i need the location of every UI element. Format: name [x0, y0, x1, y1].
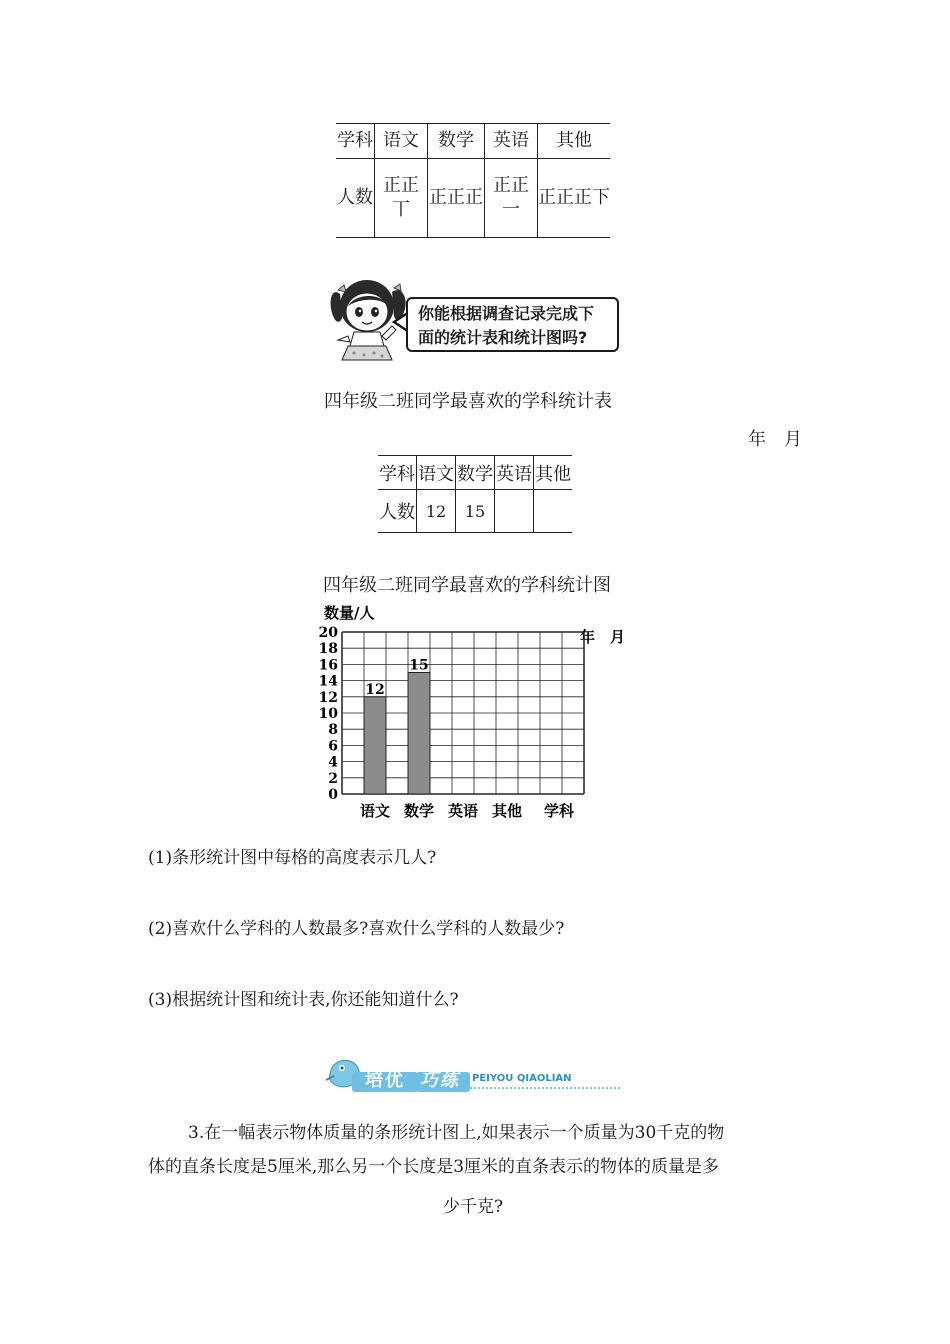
y-tick-label: 2	[328, 770, 338, 787]
problem-3-line-3: 少千克?	[443, 1197, 504, 1217]
tally-header-other: 其他	[538, 124, 611, 159]
y-tick-label: 6	[328, 738, 338, 755]
chart-date: 年 月	[580, 628, 626, 646]
tally-line: 正正正	[429, 187, 483, 208]
x-tick-label: 英语	[447, 802, 479, 820]
banner-title: 培优	[365, 1070, 405, 1091]
summary-header-subject: 学科	[378, 456, 417, 490]
summary-row-label: 人数	[378, 490, 417, 533]
speech-line-1: 你能根据调查记录完成下	[418, 304, 595, 323]
bar-chart	[300, 598, 650, 830]
y-tick-label: 16	[318, 657, 338, 674]
summary-value-math: 15	[456, 490, 495, 533]
bar-data-label: 12	[365, 681, 385, 698]
tally-header-subject: 学科	[336, 124, 375, 159]
question-2: (2)喜欢什么学科的人数最多?喜欢什么学科的人数最少?	[148, 919, 565, 939]
speech-line-2: 面的统计表和统计图吗?	[418, 328, 588, 347]
y-tick-label: 0	[328, 787, 338, 803]
y-tick-label: 20	[318, 625, 338, 641]
tally-line: 下	[592, 187, 610, 208]
bar	[364, 697, 386, 794]
summary-header-english: 英语	[495, 456, 534, 490]
summary-table-date: 年 月	[748, 429, 802, 450]
banner-title-2: 巧练	[420, 1070, 460, 1091]
summary-table-title: 四年级二班同学最喜欢的学科统计表	[324, 391, 612, 412]
summary-value-english	[495, 490, 534, 533]
tally-table	[336, 123, 610, 238]
y-tick-label: 12	[318, 689, 338, 706]
tally-line: 正正正	[538, 187, 592, 208]
x-tick-label: 其他	[491, 802, 523, 820]
y-tick-label: 18	[318, 641, 338, 658]
y-axis-label: 数量/人	[324, 604, 375, 622]
tally-cell-other	[538, 159, 611, 238]
problem-3-line-1: 3.在一幅表示物体质量的条形统计图上,如果表示一个质量为30千克的物	[188, 1123, 725, 1143]
y-tick-label: 14	[318, 673, 338, 690]
tally-line: 正正	[383, 175, 419, 196]
tally-cell-math	[428, 159, 485, 238]
bar-data-label: 15	[409, 657, 429, 674]
summary-value-other	[534, 490, 573, 533]
speech-bubble	[406, 297, 619, 352]
y-tick-label: 4	[328, 754, 338, 771]
x-axis-label: 学科	[543, 802, 575, 820]
tally-line: 正正	[493, 175, 529, 196]
summary-table	[378, 455, 572, 533]
problem-3-line-2: 体的直条长度是5厘米,那么另一个长度是3厘米的直条表示的物体的质量是多	[148, 1157, 720, 1177]
tally-row-label: 人数	[336, 159, 375, 238]
tally-header-math: 数学	[428, 124, 485, 159]
tally-cell-english	[485, 159, 538, 238]
tally-header-chinese: 语文	[375, 124, 428, 159]
y-tick-label: 8	[328, 722, 338, 739]
question-3: (3)根据统计图和统计表,你还能知道什么?	[148, 990, 459, 1010]
tally-cell-chinese	[375, 159, 428, 238]
x-tick-label: 数学	[403, 802, 435, 820]
summary-header-math: 数学	[456, 456, 495, 490]
tally-line: 丅	[392, 199, 410, 220]
bar	[408, 673, 430, 795]
x-tick-label: 语文	[359, 802, 391, 820]
summary-value-chinese: 12	[417, 490, 456, 533]
tally-header-english: 英语	[485, 124, 538, 159]
chart-title: 四年级二班同学最喜欢的学科统计图	[323, 575, 611, 596]
banner-subtitle: PEIYOU QIAOLIAN	[472, 1073, 572, 1084]
summary-header-chinese: 语文	[417, 456, 456, 490]
y-tick-label: 10	[318, 706, 338, 722]
tally-line: 一	[502, 199, 520, 220]
question-1: (1)条形统计图中每格的高度表示几人?	[148, 848, 437, 868]
summary-header-other: 其他	[534, 456, 573, 490]
